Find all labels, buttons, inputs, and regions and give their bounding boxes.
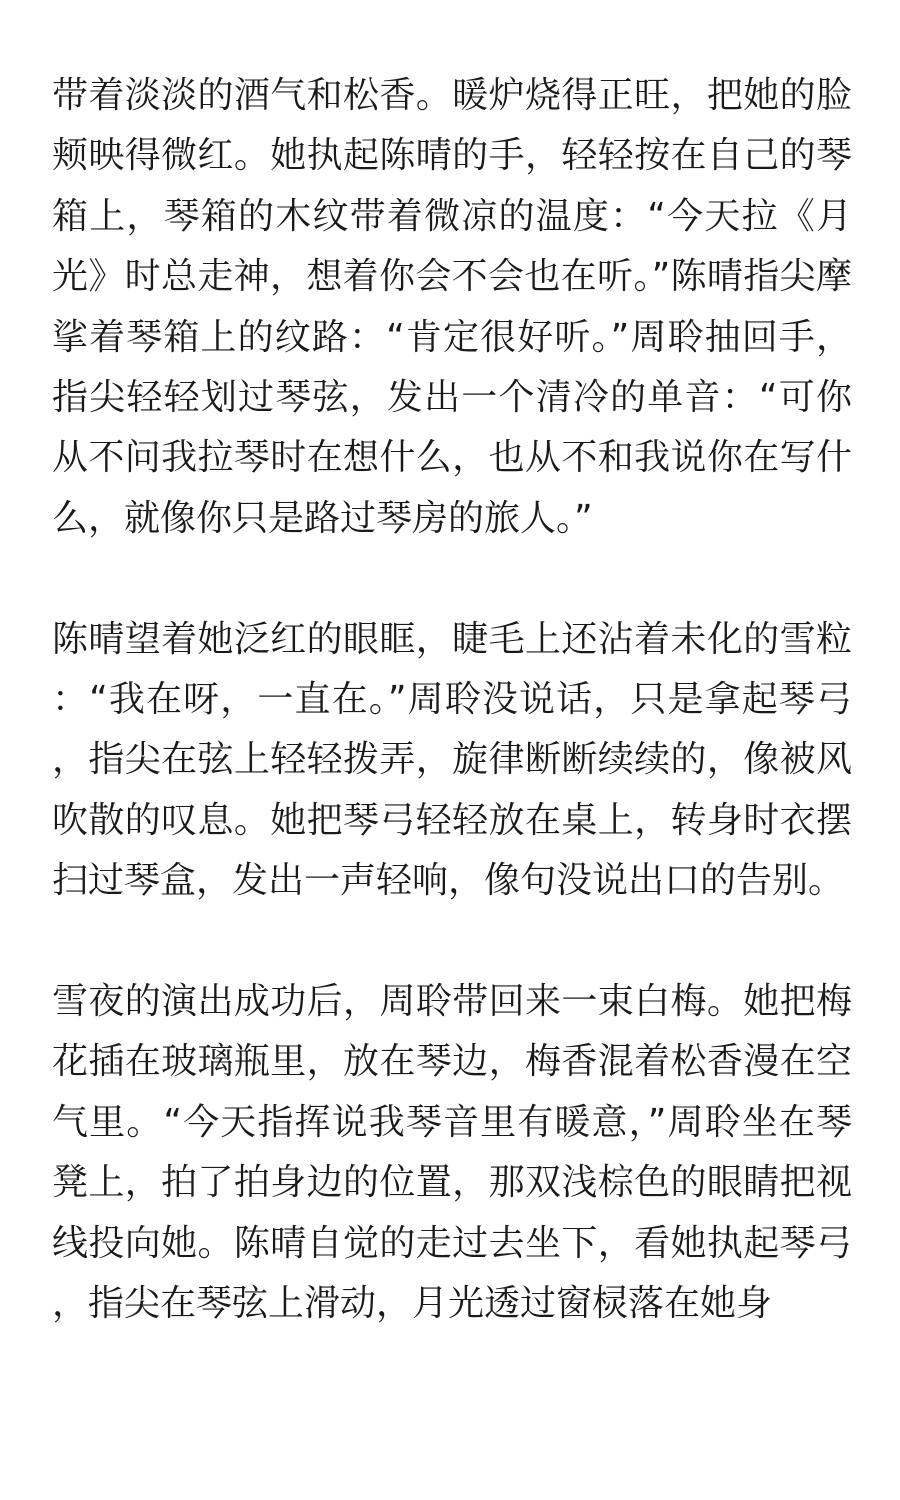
paragraph: 带着淡淡的酒气和松香。暖炉烧得正旺，把她的脸颊映得微红。她执起陈晴的手，轻轻按在自己的琴箱上，琴箱的木纹带着微凉的温度：“今天拉《月光》时总走神，想着你会不会也在听。”陈晴指尖摩挲着琴箱上的纹路：“肯定很好听。”周聆抽回手，指尖轻轻划过琴弦，发出一个清冷的单音：“可你从不问我拉琴时在想什么，也从不和我说你在写什么，就像你只是路过琴房的旅人。”: [52, 75, 852, 539]
paragraph: 陈晴望着她泛红的眼眶，睫毛上还沾着未化的雪粒：“我在呀，一直在。”周聆没说话，只是拿起琴弓，指尖在弦上轻轻拨弄，旋律断断续续的，像被风吹散的叹息。她把琴弓轻轻放在桌上，转身时衣摆扫过琴盒，发出一声轻响，像句没说出口的告别。: [52, 618, 852, 902]
article-body: [52, 66, 852, 1335]
paragraph: 雪夜的演出成功后，周聆带回来一束白梅。她把梅花插在玻璃瓶里，放在琴边，梅香混着松香漫在空气里。“今天指挥说我琴音里有暖意，”周聆坐在琴凳上，拍了拍身边的位置，那双浅棕色的眼睛把视线投向她。陈晴自觉的走过去坐下，看她执起琴弓，指尖在琴弦上滑动，月光透过窗棂落在她身: [52, 981, 852, 1325]
